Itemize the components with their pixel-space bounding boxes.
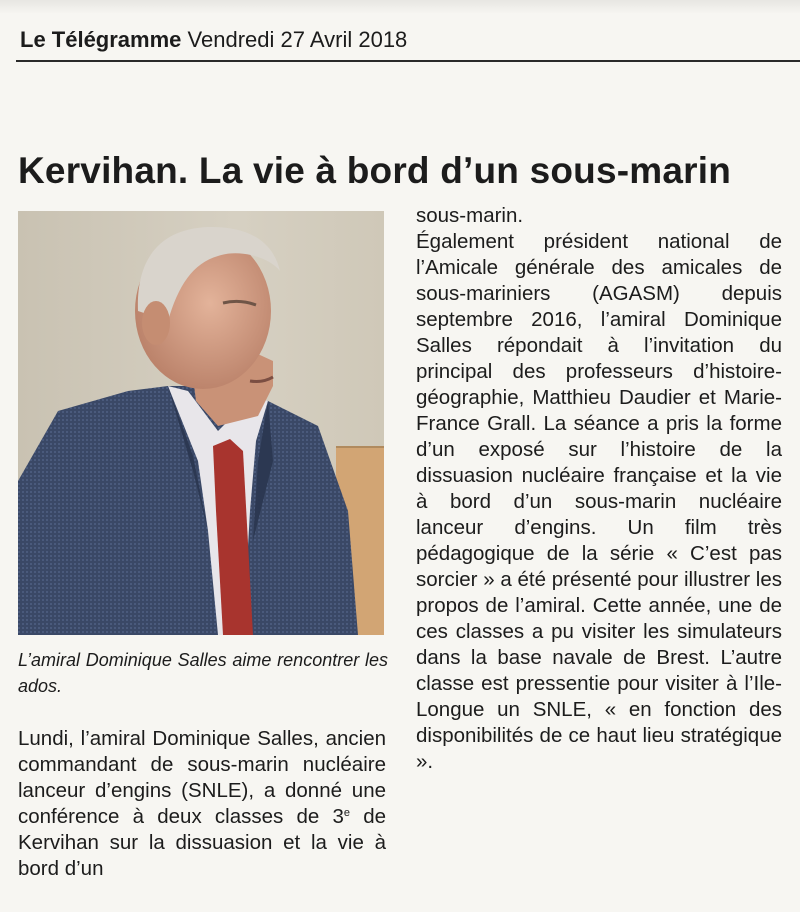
article-headline: Kervihan. La vie à bord d’un sous-marin [18,150,732,191]
lead-text-part2: de Kervihan sur la dissuasion et la vie à bord d’un [18,805,387,880]
issue-date: Vendredi 27 Avril 2018 [187,27,408,52]
continued-text: sous-marin. [416,204,524,227]
header-rule [16,60,800,62]
article-lead-paragraph [18,726,386,882]
masthead [20,26,407,54]
article-column-left [18,726,386,882]
article-photo [18,211,384,635]
article-column-right [416,203,782,775]
page-top-shade [0,0,800,14]
lead-text-part1: Lundi, l’amiral Dominique Salles, ancien commandant de sous-marin nucléaire lanceur d’engins (SNLE), a donné une conférence à deux classes de 3 [18,727,386,828]
photo-caption: L’amiral Dominique Salles aime rencontrer les ados. [18,650,388,696]
article-body-paragraph: Également président national de l’Amicale générale des amicales de sous-mariniers (AGASM) depuis septembre 2016, l’amiral Dominique Salles répondait à l’invitation du principal des professeurs d’histoire-géographie, Matthieu Daudier et Marie-France Grall. La séance a pris la forme d’un exposé sur l’histoire de la dissuasion nucléaire française et la vie à bord d’un sous-marin nucléaire lanceur d’engins. Un film très pédagogique de la série « C’est pas sorcier » a été présenté pour illustrer les propos de l’amiral. Cette année, une de ces classes a pu visiter les simulateurs dans la base navale de Brest. L’autre classe est pressentie pour visiter à l’Ile-Longue un SNLE, « en fonction des disponibilités de ce haut lieu stratégique ». [416,230,782,773]
newspaper-name: Le Télégramme [20,27,182,52]
grade-superscript: e [343,807,350,819]
